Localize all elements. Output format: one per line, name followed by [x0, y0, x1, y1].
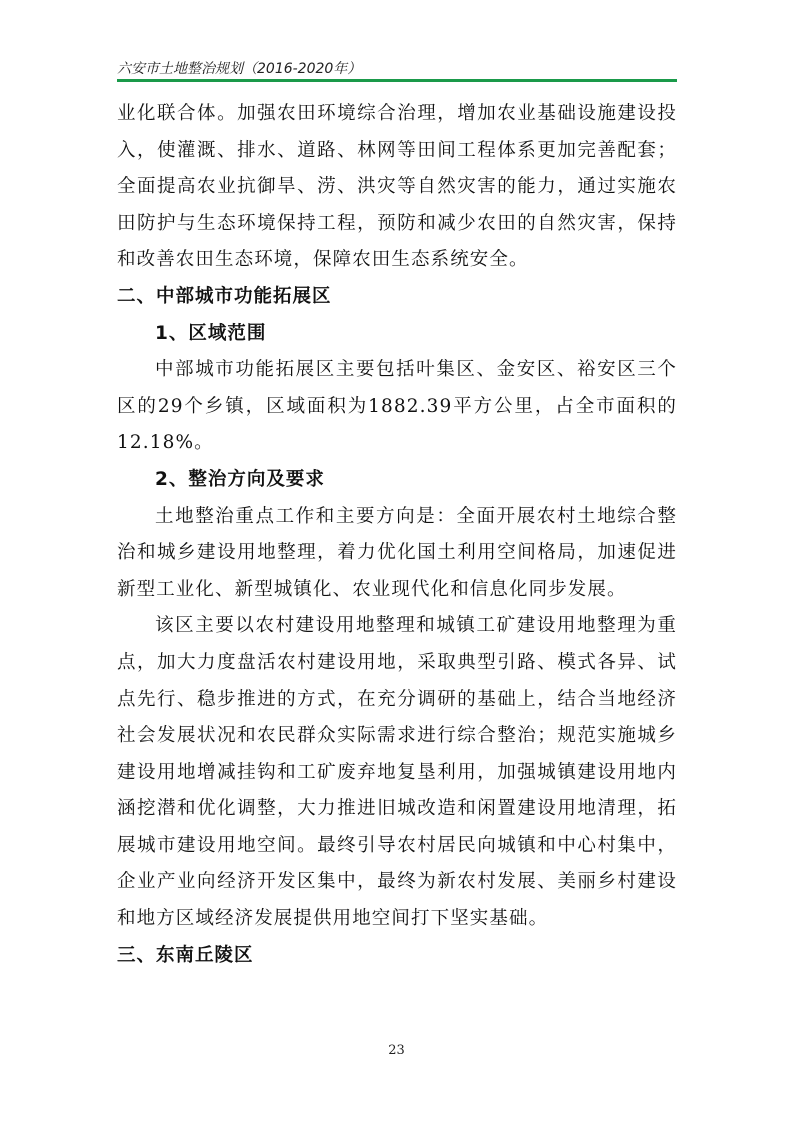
section-heading-3: 三、东南丘陵区	[117, 944, 254, 966]
page-number: 23	[388, 1043, 405, 1058]
paragraph-region-scope: 中部城市功能拓展区主要包括叶集区、金安区、裕安区三个区的29个乡镇，区域面积为1882.39平方公里，占全市面积的12.18%。	[117, 359, 677, 454]
paragraph-continued: 业化联合体。加强农田环境综合治理，增加农业基础设施建设投入，使灌溉、排水、道路、林网等田间工程体系更加完善配套；全面提高农业抗御旱、涝、洪灾等自然灾害的能力，通过实施农田防护与生态环境保持工程，预防和减少农田的自然灾害，保持和改善农田生态环境，保障农田生态系统安全。	[117, 103, 677, 271]
section-heading-2: 二、中部城市功能拓展区	[117, 285, 332, 307]
paragraph-direction: 土地整治重点工作和主要方向是：全面开展农村土地综合整治和城乡建设用地整理，着力优化国土利用空间格局，加速促进新型工业化、新型城镇化、农业现代化和信息化同步发展。	[117, 505, 677, 600]
header-rule	[117, 79, 677, 82]
subheading-region-scope: 1、区域范围	[155, 322, 267, 344]
page-content	[117, 96, 677, 974]
page-header: 六安市土地整治规划（2016-2020年）	[117, 61, 362, 77]
subheading-direction: 2、整治方向及要求	[155, 468, 325, 490]
paragraph-focus: 该区主要以农村建设用地整理和城镇工矿建设用地整理为重点，加大力度盘活农村建设用地，采取典型引路、模式各异、试点先行、稳步推进的方式，在充分调研的基础上，结合当地经济社会发展状况和农民群众实际需求进行综合整治；规范实施城乡建设用地增减挂钩和工矿废弃地复垦利用，加强城镇建设用地内涵挖潜和优化调整，大力推进旧城改造和闲置建设用地清理，拓展城市建设用地空间。最终引导农村居民向城镇和中心村集中，企业产业向经济开发区集中，最终为新农村发展、美丽乡村建设和地方区域经济发展提供用地空间打下坚实基础。	[117, 615, 677, 930]
